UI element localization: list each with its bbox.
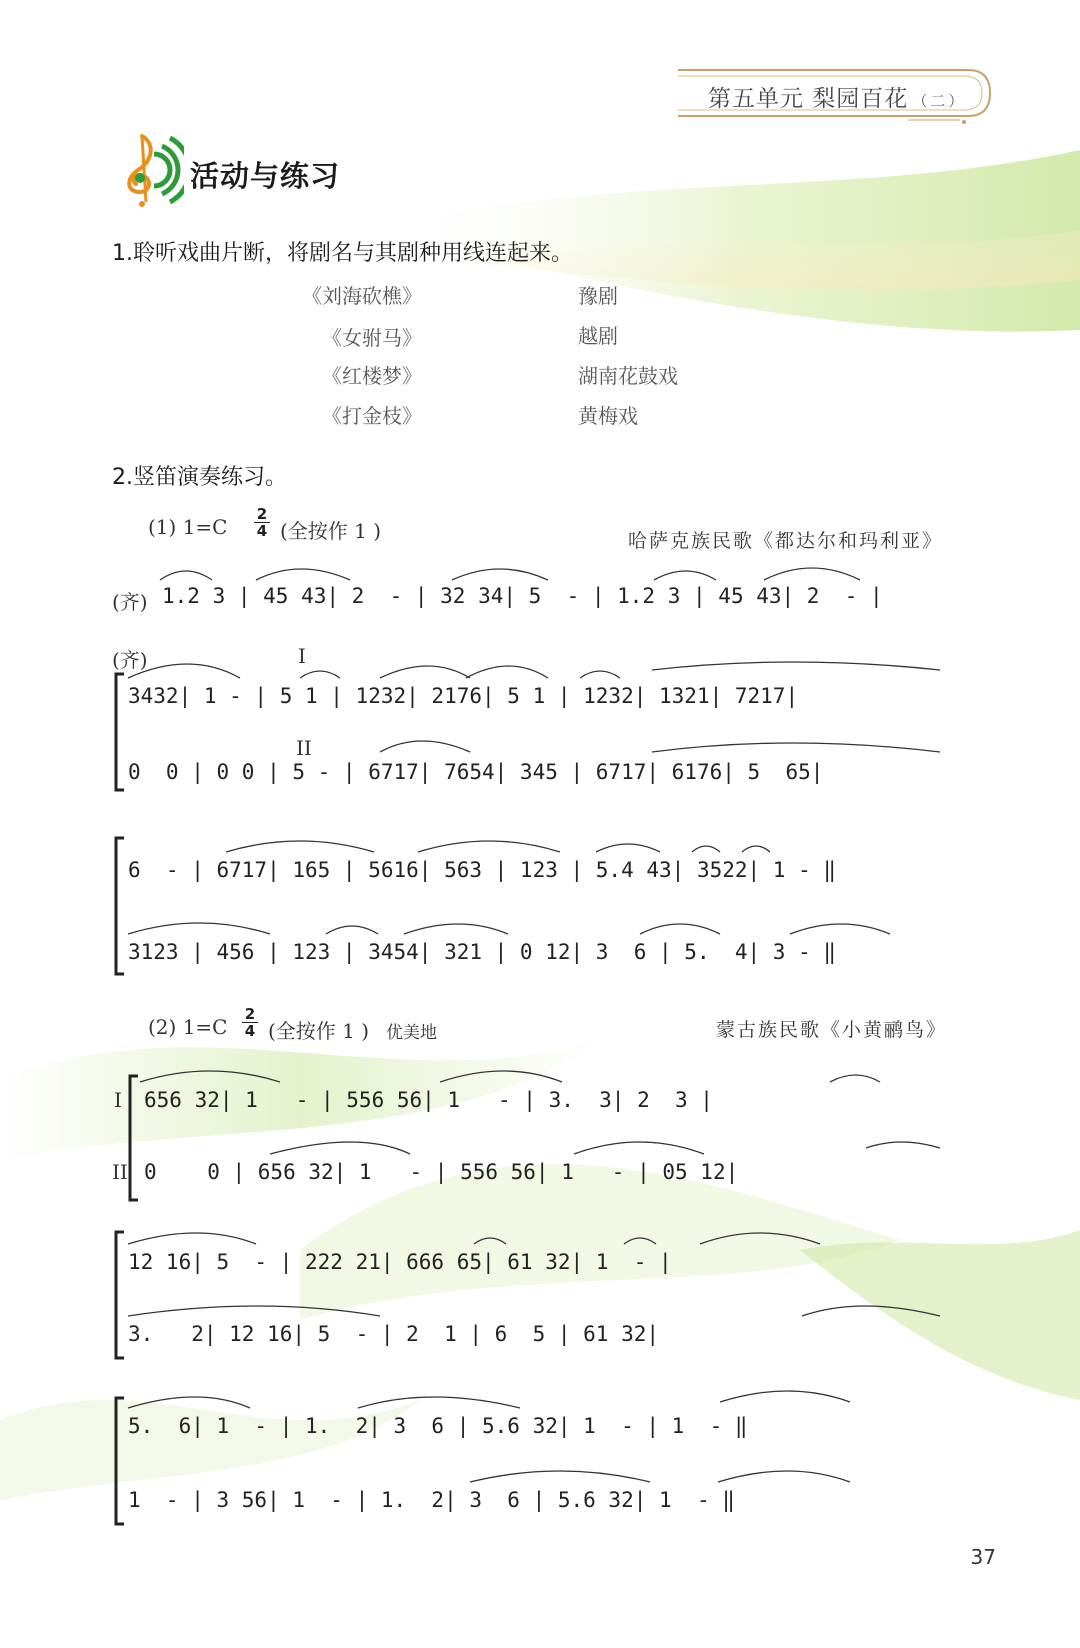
section-title: 活动与练习 bbox=[190, 159, 341, 193]
notation-row: 3432| 1 - | 5 1 | 1232| 2176| 5 1 | 1232| 1321| 7217| bbox=[128, 684, 799, 708]
piece1-time-signature: 2 4 bbox=[254, 506, 270, 539]
unit-title: 第五单元 梨园百花 （二） bbox=[708, 86, 967, 112]
play-item: 《打金枝》 bbox=[322, 404, 422, 428]
piece2-fingering: (全按作 1 ) bbox=[268, 1019, 370, 1043]
piece2-key: (2) 1=C bbox=[148, 1015, 228, 1039]
piece2-tempo: 优美地 bbox=[386, 1023, 437, 1043]
notation-row: 3. 2| 12 16| 5 - | 2 1 | 6 5 | 61 32| bbox=[128, 1322, 660, 1346]
exercise-1-prompt: 1.聆听戏曲片断，将剧名与其剧种用线连起来。 bbox=[112, 241, 573, 266]
piece1-source: 哈萨克族民歌《都达尔和玛利亚》 bbox=[628, 530, 944, 552]
play-item: 《刘海砍樵》 bbox=[302, 284, 422, 308]
notation-row: 1 - | 3 56| 1 - | 1. 2| 3 6 | 5.6 32| 1 - ‖ bbox=[128, 1488, 735, 1512]
notation-row: 5. 6| 1 - | 1. 2| 3 6 | 5.6 32| 1 - | 1 - ‖ bbox=[128, 1414, 748, 1438]
play-item: 《红楼梦》 bbox=[322, 364, 422, 388]
notation-row: 6 - | 6717| 165 | 5616| 563 | 123 | 5.4 43| 3522| 1 - ‖ bbox=[128, 858, 837, 882]
notation-row: 12 16| 5 - | 222 21| 666 65| 61 32| 1 - | bbox=[128, 1250, 672, 1274]
genre-item: 黄梅戏 bbox=[578, 404, 638, 428]
piece2-time-signature: 2 4 bbox=[242, 1006, 258, 1039]
notation-row: 1.2 3 | 45 43| 2 - | 32 34| 5 - | 1.2 3 | 45 43| 2 - | bbox=[162, 584, 883, 608]
genre-item: 豫剧 bbox=[578, 284, 618, 308]
unison-mark: (齐) bbox=[112, 590, 148, 614]
notation-row: 3123 | 456 | 123 | 3454| 321 | 0 12| 3 6 | 5. 4| 3 - ‖ bbox=[128, 940, 837, 964]
unison-mark: (齐) bbox=[112, 648, 148, 672]
piece1-key: (1) 1=C bbox=[148, 515, 228, 539]
part-mark: I bbox=[114, 1088, 122, 1112]
notation-row: 656 32| 1 - | 556 56| 1 - | 3. 3| 2 3 | bbox=[144, 1088, 713, 1112]
part-mark: II bbox=[296, 736, 312, 760]
notation-row: 0 0 | 656 32| 1 - | 556 56| 1 - | 05 12| bbox=[144, 1160, 739, 1184]
part-mark: II bbox=[112, 1160, 128, 1184]
page-number: 37 bbox=[970, 1545, 996, 1569]
genre-item: 湖南花鼓戏 bbox=[578, 364, 678, 388]
part-mark: I bbox=[298, 644, 306, 668]
exercise-2-prompt: 2.竖笛演奏练习。 bbox=[112, 465, 287, 490]
piece2-source: 蒙古族民歌《小黄鹂鸟》 bbox=[716, 1019, 948, 1041]
play-item: 《女驸马》 bbox=[322, 326, 422, 350]
notation-row: 0 0 | 0 0 | 5 - | 6717| 7654| 345 | 6717| 6176| 5 65| bbox=[128, 760, 824, 784]
piece1-fingering: (全按作 1 ) bbox=[280, 519, 382, 543]
genre-item: 越剧 bbox=[578, 324, 618, 348]
